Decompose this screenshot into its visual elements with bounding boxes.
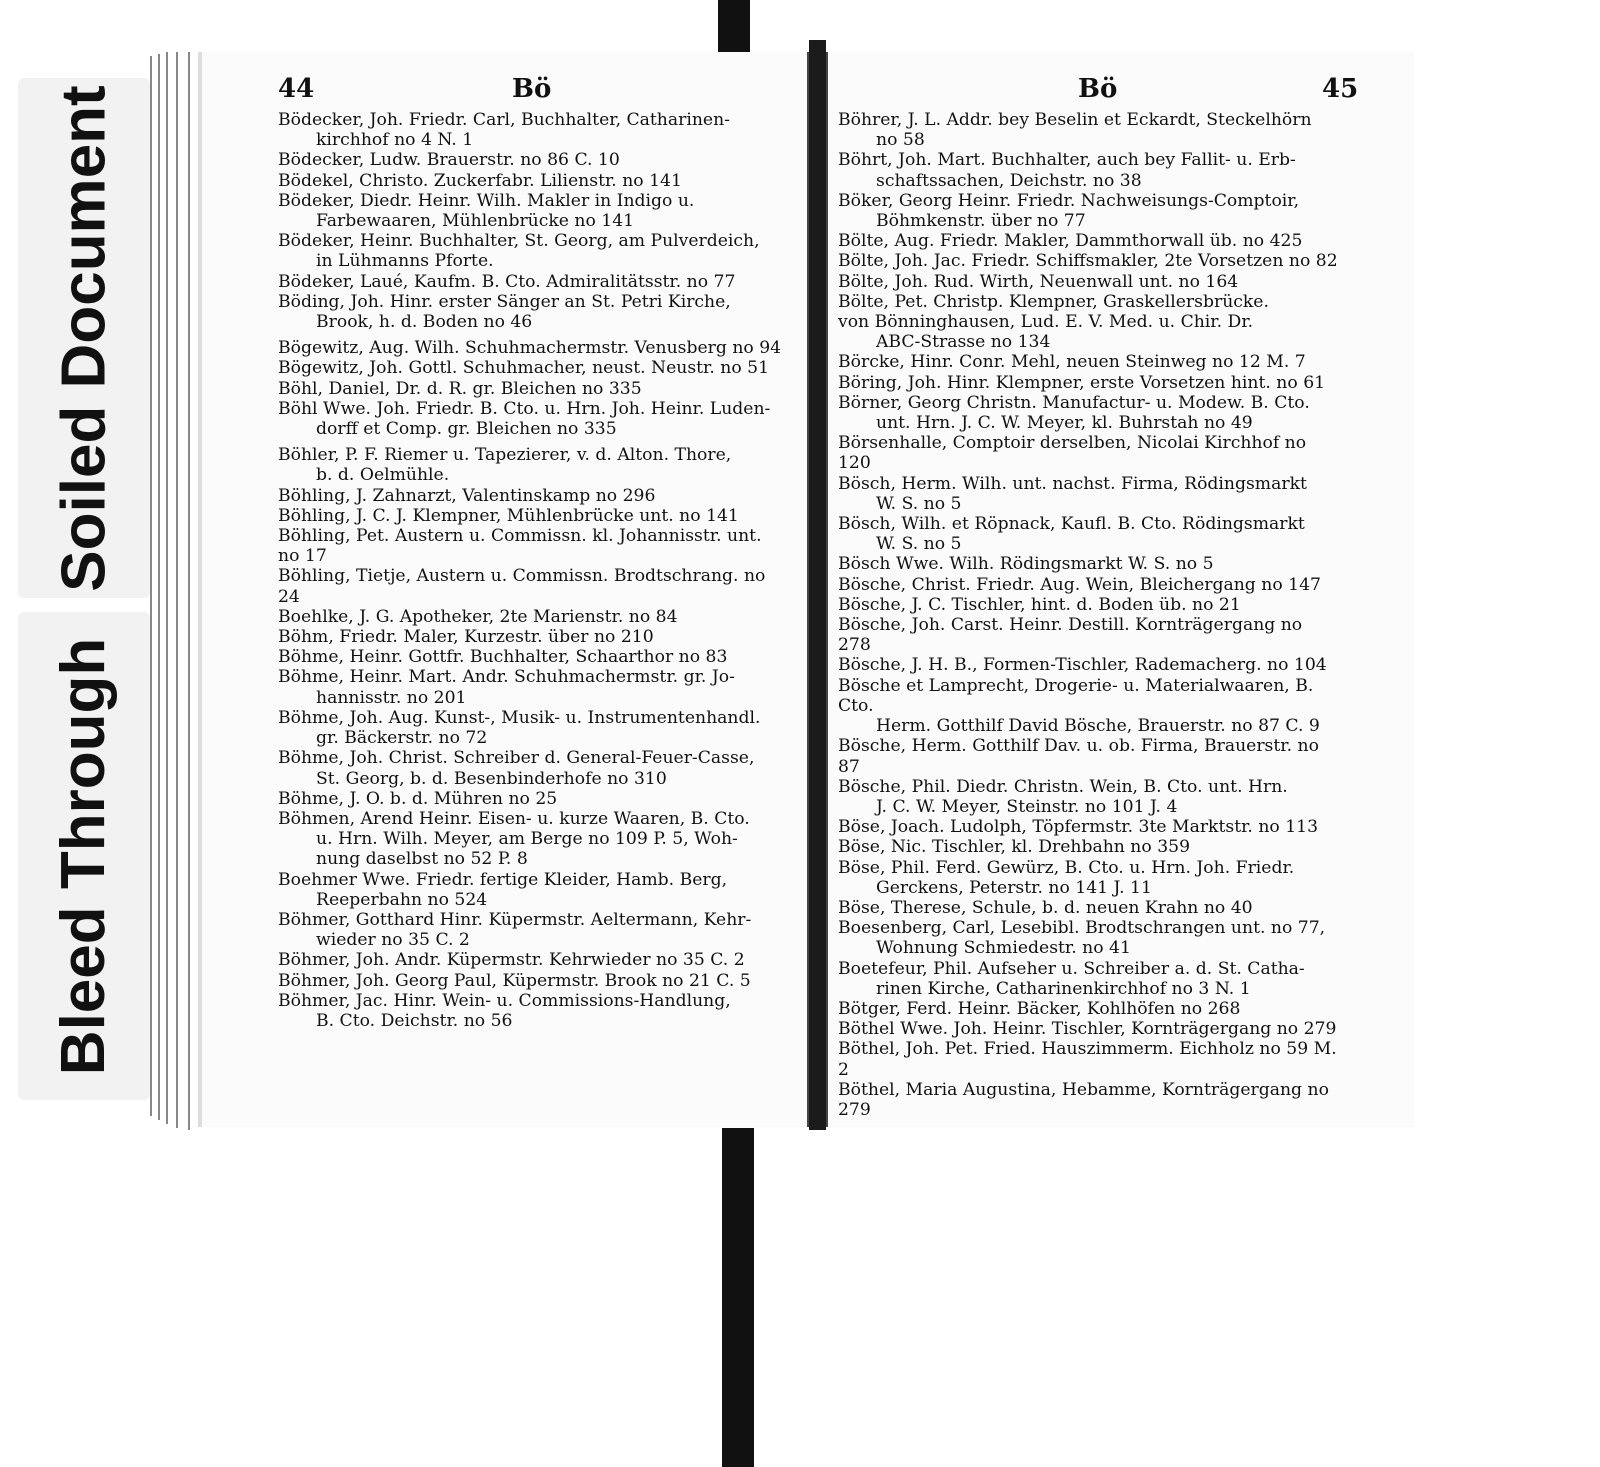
soiled-document-label: Soiled Document xyxy=(18,78,150,598)
entry-line: Bötger, Ferd. Heinr. Bäcker, Kohlhöfen no 268 xyxy=(838,998,1241,1019)
entry-continuation-line: W. S. no 5 xyxy=(876,493,962,514)
directory-entry xyxy=(838,595,1338,615)
directory-entry xyxy=(278,486,788,506)
directory-entries xyxy=(278,110,788,1031)
directory-entry xyxy=(278,748,788,788)
entry-line: Böhme, Heinr. Gottfr. Buchhalter, Schaarthor no 83 xyxy=(278,647,728,668)
directory-entry xyxy=(838,251,1338,271)
directory-entry xyxy=(838,575,1338,595)
directory-entry xyxy=(278,358,788,378)
entry-line: Bölte, Joh. Rud. Wirth, Neuenwall unt. no 164 xyxy=(838,271,1239,292)
directory-entry xyxy=(278,708,788,748)
directory-entry xyxy=(278,870,788,910)
bleed-through-label: Bleed Through xyxy=(18,612,150,1100)
entry-line: Bösch Wwe. Wilh. Rödingsmarkt W. S. no 5 xyxy=(838,554,1214,575)
entry-line: Böhrt, Joh. Mart. Buchhalter, auch bey Fallit- u. Erb- xyxy=(838,150,1296,171)
directory-entry xyxy=(278,950,788,970)
page-number: 45 xyxy=(1322,74,1359,104)
entry-line: Börner, Georg Christn. Manufactur- u. Modew. B. Cto. xyxy=(838,392,1310,413)
entry-line: von Bönninghausen, Lud. E. V. Med. u. Chir. Dr. xyxy=(838,312,1254,333)
directory-entry xyxy=(838,1080,1338,1120)
entry-line: Bösche, J. H. B., Formen-Tischler, Rademacherg. no 104 xyxy=(838,655,1327,676)
entry-continuation-line: schaftssachen, Deichstr. no 38 xyxy=(876,170,1142,191)
entry-line: Bösche, Phil. Diedr. Christn. Wein, B. Cto. unt. Hrn. xyxy=(838,776,1288,797)
entry-line: Bösche, Herm. Gotthilf Dav. u. ob. Firma, Brauerstr. no 87 xyxy=(838,736,1319,777)
entry-line: Böhl Wwe. Joh. Friedr. B. Cto. u. Hrn. Joh. Heinr. Luden- xyxy=(278,398,771,419)
entry-line: Böhme, J. O. b. d. Mühren no 25 xyxy=(278,788,558,809)
entry-line: Bödecker, Ludw. Brauerstr. no 86 C. 10 xyxy=(278,150,620,171)
directory-entry xyxy=(838,393,1338,433)
directory-entry xyxy=(278,506,788,526)
entry-line: Bödeker, Laué, Kaufm. B. Cto. Admiralitätsstr. no 77 xyxy=(278,271,736,292)
directory-entry xyxy=(278,231,788,271)
entry-line: Böthel, Maria Augustina, Hebamme, Kornträgergang no 279 xyxy=(838,1079,1329,1120)
page-edge xyxy=(166,52,168,1124)
entry-line: Boehlke, J. G. Apotheker, 2te Marienstr. no 84 xyxy=(278,606,678,627)
entry-line: Böthel Wwe. Joh. Heinr. Tischler, Kornträgergang no 279 xyxy=(838,1019,1337,1040)
entry-line: Böhling, Tietje, Austern u. Commissn. Brodtschrang. no 24 xyxy=(278,566,766,607)
entry-line: Böhme, Heinr. Mart. Andr. Schuhmachermstr. gr. Jo- xyxy=(278,667,735,688)
directory-entry xyxy=(278,379,788,399)
entry-line: Böse, Joach. Ludolph, Töpfermstr. 3te Marktstr. no 113 xyxy=(838,817,1319,838)
entry-line: Böhmer, Gotthard Hinr. Küpermstr. Aeltermann, Kehr- xyxy=(278,909,752,930)
directory-entry xyxy=(838,292,1338,312)
directory-entry xyxy=(838,959,1338,999)
entry-continuation-line: hannisstr. no 201 xyxy=(316,687,467,708)
directory-entry xyxy=(278,272,788,292)
directory-entry xyxy=(278,809,788,870)
right-page xyxy=(826,52,1414,1127)
directory-entry xyxy=(278,110,788,150)
entry-line: Böhme, Joh. Christ. Schreiber d. General-Feuer-Casse, xyxy=(278,748,755,769)
entry-continuation-line: b. d. Oelmühle. xyxy=(316,465,450,486)
directory-entry xyxy=(278,910,788,950)
entry-line: Böring, Joh. Hinr. Klempner, erste Vorsetzen hint. no 61 xyxy=(838,372,1326,393)
entry-continuation-line: Reeperbahn no 524 xyxy=(316,889,488,910)
entry-continuation-line: Wohnung Schmiedestr. no 41 xyxy=(876,938,1131,959)
directory-entry xyxy=(838,373,1338,393)
page-header: Bö xyxy=(512,74,552,104)
entry-line: Börcke, Hinr. Conr. Mehl, neuen Steinweg no 12 M. 7 xyxy=(838,352,1306,373)
directory-entry xyxy=(278,338,788,358)
binding-strip-top xyxy=(718,0,750,52)
entry-continuation-line: gr. Bäckerstr. no 72 xyxy=(316,728,488,749)
directory-entry xyxy=(278,667,788,707)
directory-entry xyxy=(838,817,1338,837)
entry-line: Böse, Phil. Ferd. Gewürz, B. Cto. u. Hrn. Joh. Friedr. xyxy=(838,857,1295,878)
entry-line: Böhrer, J. L. Addr. bey Beselin et Eckardt, Steckelhörn xyxy=(838,110,1312,130)
entry-line: Böthel, Joh. Pet. Fried. Hauszimmerm. Eichholz no 59 M. 2 xyxy=(838,1039,1337,1080)
directory-entry xyxy=(278,991,788,1031)
entry-continuation-line: dorff et Comp. gr. Bleichen no 335 xyxy=(316,419,617,440)
entry-continuation-line: Brook, h. d. Boden no 46 xyxy=(316,312,533,333)
entry-continuation-line: rinen Kirche, Catharinenkirchhof no 3 N. 1 xyxy=(876,978,1251,999)
directory-entry xyxy=(278,150,788,170)
entry-line: Bödeker, Diedr. Heinr. Wilh. Makler in Indigo u. xyxy=(278,190,695,211)
directory-entry xyxy=(278,971,788,991)
entry-continuation-line: J. C. W. Meyer, Steinstr. no 101 J. 4 xyxy=(876,796,1178,817)
directory-entry xyxy=(838,858,1338,898)
entry-line: Böhling, Pet. Austern u. Commissn. kl. Johannisstr. unt. no 17 xyxy=(278,526,762,567)
entry-continuation-line: Farbewaaren, Mühlenbrücke no 141 xyxy=(316,211,635,232)
directory-entry xyxy=(838,272,1338,292)
directory-entry xyxy=(838,231,1338,251)
entry-line: Böker, Georg Heinr. Friedr. Nachweisungs-Comptoir, xyxy=(838,190,1300,211)
entry-continuation-line: kirchhof no 4 N. 1 xyxy=(316,130,474,151)
directory-entry xyxy=(838,777,1338,817)
directory-entry xyxy=(278,607,788,627)
page-edge xyxy=(158,54,160,1120)
directory-entry xyxy=(838,514,1338,554)
entry-line: Böhl, Daniel, Dr. d. R. gr. Bleichen no 335 xyxy=(278,378,642,399)
entry-line: Böhling, J. Zahnarzt, Valentinskamp no 296 xyxy=(278,485,656,506)
entry-line: Bösche, Joh. Carst. Heinr. Destill. Kornträgergang no 278 xyxy=(838,615,1303,656)
directory-entry xyxy=(278,399,788,439)
directory-entries xyxy=(838,110,1338,1120)
directory-entry xyxy=(278,789,788,809)
directory-entry xyxy=(838,554,1338,574)
entry-line: Bölte, Joh. Jac. Friedr. Schiffsmakler, 2te Vorsetzen no 82 xyxy=(838,251,1338,272)
entry-line: Bödekel, Christo. Zuckerfabr. Lilienstr. no 141 xyxy=(278,170,682,191)
entry-line: Bösche et Lamprecht, Drogerie- u. Materialwaaren, B. Cto. xyxy=(838,675,1314,716)
entry-line: Boetefeur, Phil. Aufseher u. Schreiber a. d. St. Catha- xyxy=(838,958,1305,979)
directory-entry xyxy=(838,837,1338,857)
directory-entry xyxy=(838,150,1338,190)
page-edge xyxy=(188,52,190,1130)
book-gutter xyxy=(809,40,826,1130)
directory-entry xyxy=(838,474,1338,514)
entry-line: Böhm, Friedr. Maler, Kurzestr. über no 210 xyxy=(278,627,654,648)
entry-line: Böhmer, Joh. Andr. Küpermstr. Kehrwieder no 35 C. 2 xyxy=(278,950,745,971)
directory-entry xyxy=(278,627,788,647)
entry-line: Böse, Nic. Tischler, kl. Drehbahn no 359 xyxy=(838,837,1190,858)
entry-line: Bögewitz, Aug. Wilh. Schuhmachermstr. Venusberg no 94 xyxy=(278,338,782,359)
directory-entry xyxy=(838,1019,1338,1039)
entry-line: Böhme, Joh. Aug. Kunst-, Musik- u. Instrumentenhandl. xyxy=(278,707,761,728)
entry-line: Bölte, Aug. Friedr. Makler, Dammthorwall üb. no 425 xyxy=(838,231,1303,252)
entry-continuation-line: B. Cto. Deichstr. no 56 xyxy=(316,1010,513,1031)
page-edge xyxy=(176,52,178,1128)
directory-entry xyxy=(838,433,1338,473)
directory-entry xyxy=(838,110,1338,150)
entry-line: Börsenhalle, Comptoir derselben, Nicolai Kirchhof no 120 xyxy=(838,433,1307,474)
directory-entry xyxy=(838,312,1338,352)
entry-continuation-line: St. Georg, b. d. Besenbinderhofe no 310 xyxy=(316,768,667,789)
entry-line: Bödeker, Heinr. Buchhalter, St. Georg, am Pulverdeich, xyxy=(278,231,760,252)
entry-line: Böse, Therese, Schule, b. d. neuen Krahn no 40 xyxy=(838,897,1253,918)
entry-continuation-line: Gerckens, Peterstr. no 141 J. 11 xyxy=(876,877,1152,898)
directory-entry xyxy=(838,655,1338,675)
entry-continuation-line: Herm. Gotthilf David Bösche, Brauerstr. no 87 C. 9 xyxy=(876,716,1320,737)
entry-line: Bögewitz, Joh. Gottl. Schuhmacher, neust. Neustr. no 51 xyxy=(278,358,770,379)
entry-continuation-line: unt. Hrn. J. C. W. Meyer, kl. Buhrstah no 49 xyxy=(876,413,1253,434)
directory-entry xyxy=(838,1039,1338,1079)
directory-entry xyxy=(838,736,1338,776)
entry-continuation-line: ABC-Strasse no 134 xyxy=(876,332,1051,353)
entry-line: Bösch, Herm. Wilh. unt. nachst. Firma, Rödingsmarkt xyxy=(838,473,1307,494)
directory-entry xyxy=(278,566,788,606)
entry-line: Böhler, P. F. Riemer u. Tapezierer, v. d. Alton. Thore, xyxy=(278,445,732,466)
directory-entry xyxy=(838,352,1338,372)
entry-line: Boesenberg, Carl, Lesebibl. Brodtschrangen unt. no 77, xyxy=(838,918,1326,939)
page-edge xyxy=(150,56,152,1116)
entry-line: Boehmer Wwe. Friedr. fertige Kleider, Hamb. Berg, xyxy=(278,869,728,890)
entry-line: Böhmer, Joh. Georg Paul, Küpermstr. Brook no 21 C. 5 xyxy=(278,970,751,991)
directory-entry xyxy=(278,191,788,231)
left-page xyxy=(202,52,809,1127)
entry-continuation-line: u. Hrn. Wilh. Meyer, am Berge no 109 P. 5, Woh- xyxy=(316,829,738,850)
directory-entry xyxy=(278,526,788,566)
entry-line: Bösch, Wilh. et Röpnack, Kaufl. B. Cto. Rödingsmarkt xyxy=(838,514,1305,535)
directory-entry xyxy=(278,292,788,332)
directory-entry xyxy=(838,191,1338,231)
entry-line: Böding, Joh. Hinr. erster Sänger an St. Petri Kirche, xyxy=(278,291,731,312)
entry-line: Bösche, Christ. Friedr. Aug. Wein, Bleichergang no 147 xyxy=(838,574,1321,595)
page-number: 44 xyxy=(278,74,315,104)
directory-entry xyxy=(838,999,1338,1019)
directory-entry xyxy=(838,615,1338,655)
entry-line: Bölte, Pet. Christp. Klempner, Graskellersbrücke. xyxy=(838,291,1269,312)
entry-line: Böhling, J. C. J. Klempner, Mühlenbrücke unt. no 141 xyxy=(278,505,739,526)
binding-strip-bottom xyxy=(722,1128,754,1467)
directory-entry xyxy=(838,898,1338,918)
directory-entry xyxy=(838,676,1338,737)
entry-continuation-line: nung daselbst no 52 P. 8 xyxy=(316,849,528,870)
directory-entry xyxy=(278,445,788,485)
page-header: Bö xyxy=(1078,74,1118,104)
entry-line: Bösche, J. C. Tischler, hint. d. Boden üb. no 21 xyxy=(838,594,1241,615)
entry-line: Böhmen, Arend Heinr. Eisen- u. kurze Waaren, B. Cto. xyxy=(278,808,750,829)
directory-entry xyxy=(278,647,788,667)
entry-line: Böhmer, Jac. Hinr. Wein- u. Commissions-Handlung, xyxy=(278,990,731,1011)
directory-entry xyxy=(278,171,788,191)
entry-continuation-line: W. S. no 5 xyxy=(876,534,962,555)
entry-continuation-line: wieder no 35 C. 2 xyxy=(316,930,470,951)
entry-line: Bödecker, Joh. Friedr. Carl, Buchhalter, Catharinen- xyxy=(278,110,730,130)
directory-entry xyxy=(838,918,1338,958)
entry-continuation-line: in Lühmanns Pforte. xyxy=(316,251,494,272)
entry-continuation-line: Böhmkenstr. über no 77 xyxy=(876,211,1086,232)
entry-continuation-line: no 58 xyxy=(876,130,925,151)
